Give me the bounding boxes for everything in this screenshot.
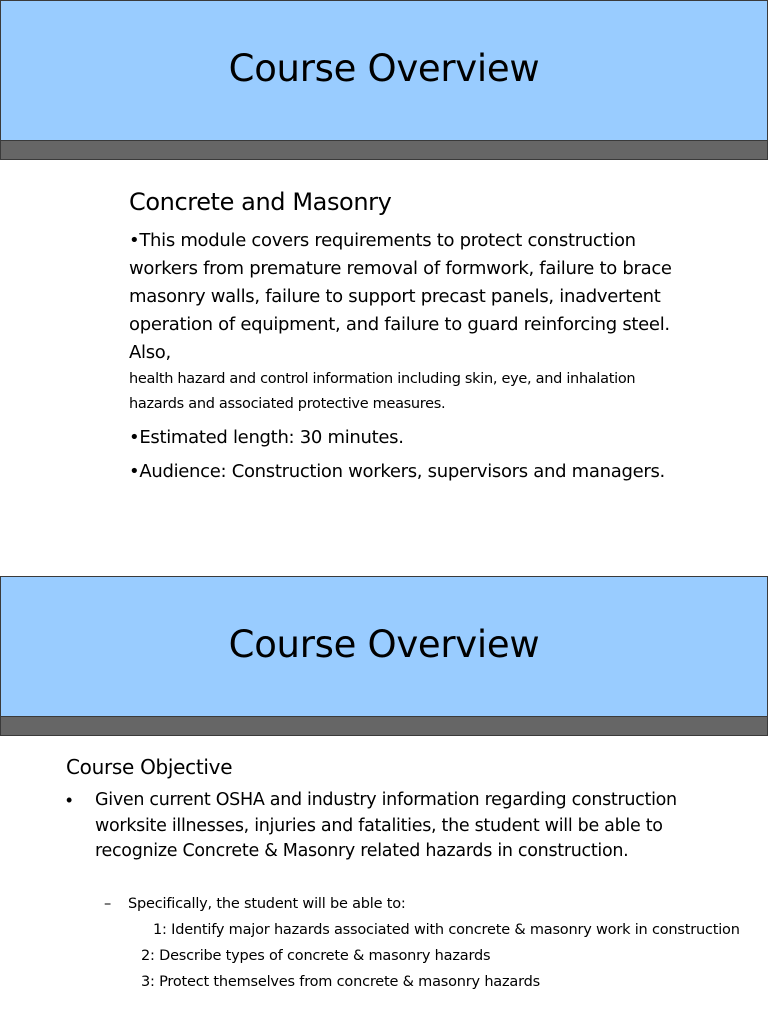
- module-heading: Concrete and Masonry: [129, 188, 392, 216]
- slide-1-title-band: [0, 0, 768, 141]
- bullet-marker: •: [66, 790, 73, 810]
- objective-item-2: 2: Describe types of concrete & masonry hazards: [141, 948, 491, 964]
- sublist-lead: Specifically, the student will be able to:: [128, 896, 406, 912]
- slide-1-title-underbar: [0, 141, 768, 160]
- objective-bullet: [66, 788, 706, 865]
- slide-2-title-band: [0, 576, 768, 717]
- estimated-length: •Estimated length: 30 minutes.: [129, 427, 404, 448]
- objective-sublist: [104, 893, 744, 997]
- objective-heading: Course Objective: [66, 755, 233, 779]
- dash-marker: –: [104, 896, 112, 912]
- slide-1-content: [129, 185, 689, 486]
- module-description: •This module covers requirements to protect construction workers from premature removal of formwork, failure to brace masonry walls, failure to support precast panels, inadvertent operation of equipment, and failure to guard reinforcing steel. Also,: [129, 230, 672, 363]
- module-description-health: health hazard and control information including skin, eye, and inhalation hazards and associated protective measures.: [129, 371, 636, 412]
- objective-item-3: 3: Protect themselves from concrete & masonry hazards: [141, 974, 540, 990]
- objective-text: Given current OSHA and industry information regarding construction worksite illnesses, injuries and fatalities, the student will be able to recognize Concrete & Masonry related hazards in construction.: [95, 790, 677, 861]
- objective-item-1: 1: Identify major hazards associated with concrete & masonry work in construction: [153, 922, 740, 938]
- audience: •Audience: Construction workers, supervisors and managers.: [129, 461, 665, 482]
- slide-1-title: Course Overview: [228, 47, 540, 90]
- slide-2-title-underbar: [0, 717, 768, 736]
- slide-2-title: Course Overview: [228, 623, 540, 666]
- slide-2: [0, 576, 768, 1024]
